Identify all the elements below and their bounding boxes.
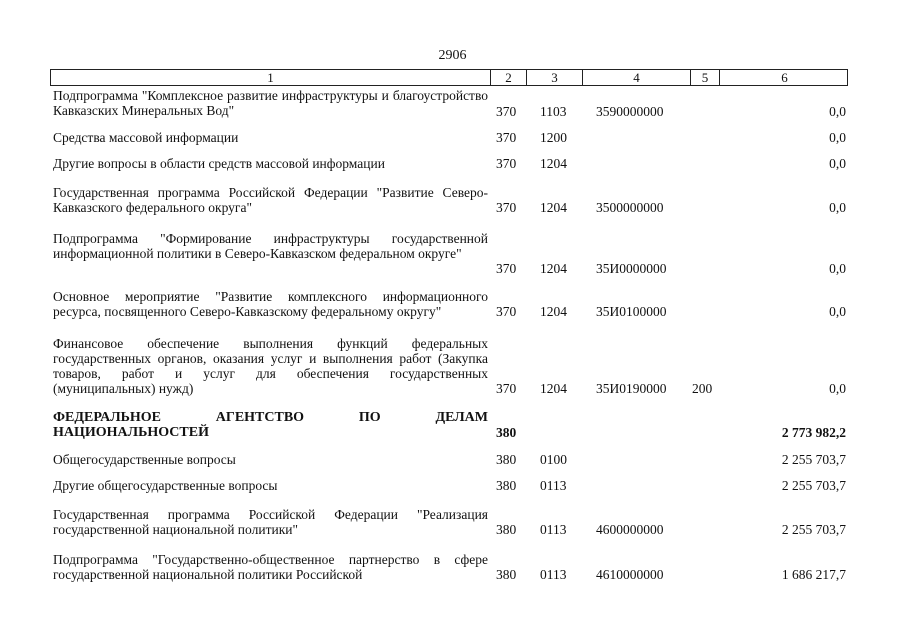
row-label: Другие вопросы в области средств массовой информации	[53, 156, 385, 171]
cell-col-4: 35И0190000	[596, 381, 667, 396]
cell-col-4: 35И0100000	[596, 304, 667, 319]
table-row	[0, 493, 905, 537]
cell-col-3: 0100	[540, 452, 567, 467]
header-col-1: 1	[267, 70, 274, 85]
cell-col-6: 0,0	[829, 104, 846, 119]
cell-col-3: 1204	[540, 381, 567, 396]
cell-col-2: 380	[496, 452, 517, 467]
cell-col-2: 380	[496, 478, 517, 493]
row-label: Государственная программа Российской Федерации "Реализация государственной национальной политики"	[53, 507, 488, 537]
cell-col-2: 370	[496, 381, 517, 396]
table-row	[0, 467, 905, 493]
cell-col-6: 0,0	[829, 200, 846, 215]
cell-col-6: 2 773 982,2	[781, 425, 846, 440]
cell-col-3: 0113	[540, 478, 567, 493]
cell-col-2: 380	[496, 567, 517, 582]
cell-col-3: 1204	[540, 304, 567, 319]
cell-col-6: 0,0	[829, 156, 846, 171]
cell-col-6: 0,0	[829, 304, 846, 319]
row-label: ФЕДЕРАЛЬНОЕ АГЕНТСТВО ПО ДЕЛАМ НАЦИОНАЛЬНОСТЕЙ	[53, 410, 488, 440]
header-col-2: 2	[490, 70, 526, 85]
cell-col-4: 35И0000000	[596, 261, 667, 276]
cell-col-3: 1204	[540, 200, 567, 215]
row-label: Средства массовой информации	[53, 130, 239, 145]
cell-col-2: 380	[496, 522, 517, 537]
cell-col-2: 370	[496, 304, 517, 319]
row-label: Подпрограмма "Комплексное развитие инфраструктуры и благоустройство Кавказских Минеральных Вод"	[53, 88, 488, 118]
table-row	[0, 145, 905, 171]
row-label: Государственная программа Российской Федерации "Развитие Северо-Кавказского федерального округа"	[53, 185, 488, 215]
cell-col-2: 380	[496, 425, 517, 440]
page-number: 2906	[438, 48, 467, 63]
cell-col-2: 370	[496, 156, 517, 171]
table-row	[0, 171, 905, 215]
row-label: Финансовое обеспечение выполнения функций федеральных государственных органов, оказания услуг и выполнения работ (Закупка товаров, работ и услуг для обеспечения государственных (муниципальных) нужд)	[53, 336, 488, 396]
table-row	[0, 215, 905, 276]
row-label: Другие общегосударственные вопросы	[53, 478, 278, 493]
header-col-3: 3	[526, 70, 582, 85]
cell-col-4: 4600000000	[596, 522, 664, 537]
table-header	[50, 69, 848, 86]
cell-col-2: 370	[496, 200, 517, 215]
cell-col-4: 4610000000	[596, 567, 664, 582]
cell-col-2: 370	[496, 261, 517, 276]
cell-col-6: 0,0	[829, 130, 846, 145]
row-label: Общегосударственные вопросы	[53, 452, 236, 467]
cell-col-2: 370	[496, 104, 517, 119]
header-col-5: 5	[690, 70, 719, 85]
cell-col-3: 0113	[540, 567, 567, 582]
row-label: Подпрограмма "Государственно-общественное партнерство в сфере государственной национальной политики Российской	[53, 552, 488, 582]
cell-col-3: 1204	[540, 261, 567, 276]
cell-col-5: 200	[692, 381, 713, 396]
table-row	[0, 440, 905, 467]
cell-col-3: 1103	[540, 104, 567, 119]
row-label: Основное мероприятие "Развитие комплексного информационного ресурса, посвященного Северо-Кавказскому федеральному округу"	[53, 289, 488, 319]
cell-col-3: 1200	[540, 130, 567, 145]
cell-col-4: 3500000000	[596, 200, 664, 215]
table-row	[0, 119, 905, 145]
table-row	[0, 396, 905, 440]
table-row	[0, 276, 905, 319]
table-row	[0, 537, 905, 582]
table-body	[0, 88, 905, 582]
cell-col-6: 2 255 703,7	[781, 478, 846, 493]
cell-col-2: 370	[496, 130, 517, 145]
cell-col-6: 2 255 703,7	[781, 522, 846, 537]
cell-col-6: 0,0	[829, 261, 846, 276]
header-col-4: 4	[582, 70, 690, 85]
cell-col-3: 0113	[540, 522, 567, 537]
cell-col-6: 2 255 703,7	[781, 452, 846, 467]
table-row	[0, 88, 905, 119]
cell-col-3: 1204	[540, 156, 567, 171]
cell-col-6: 0,0	[829, 381, 846, 396]
cell-col-4: 3590000000	[596, 104, 664, 119]
row-label: Подпрограмма "Формирование инфраструктуры государственной информационной политики в Северо-Кавказском федеральном округе"	[53, 231, 488, 261]
cell-col-6: 1 686 217,7	[781, 567, 846, 582]
header-col-6: 6	[719, 70, 849, 85]
table-row	[0, 319, 905, 396]
